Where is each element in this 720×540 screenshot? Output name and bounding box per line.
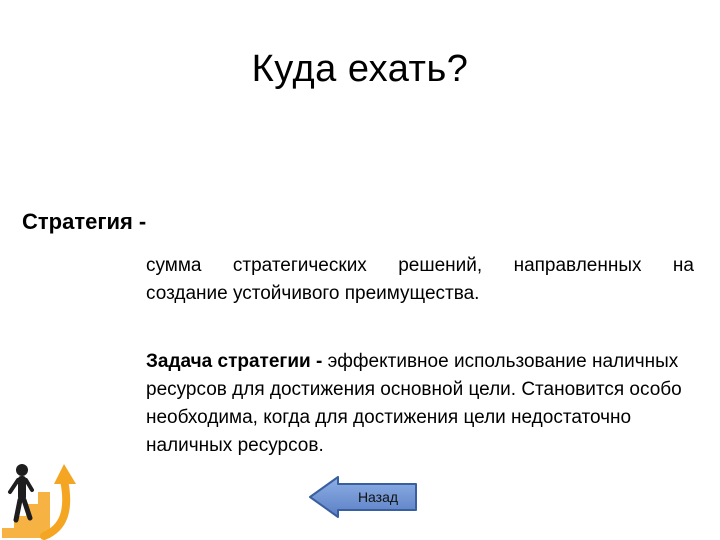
term-definition (146, 252, 694, 308)
strategy-task-paragraph (146, 348, 706, 460)
back-button-label: Назад (357, 489, 399, 505)
term-dash: - (138, 209, 147, 234)
slide-title: Куда ехать? (251, 48, 469, 90)
stick-figure-climbing-stairs-icon (0, 458, 82, 540)
task-text: эффективное использование наличных ресурсов для достижения основной цели. Становится особо необходима, когда для достижения цели недостаточно наличных ресурсов. (146, 351, 682, 456)
definition-line-2: создание устойчивого преимущества. (146, 283, 480, 304)
definition-line-1: сумма стратегических решений, направленных на (146, 255, 694, 276)
back-button[interactable] (308, 476, 418, 518)
term-heading (22, 208, 146, 236)
task-label: Задача стратегии - (146, 351, 323, 372)
term-word: Стратегия (22, 209, 133, 234)
